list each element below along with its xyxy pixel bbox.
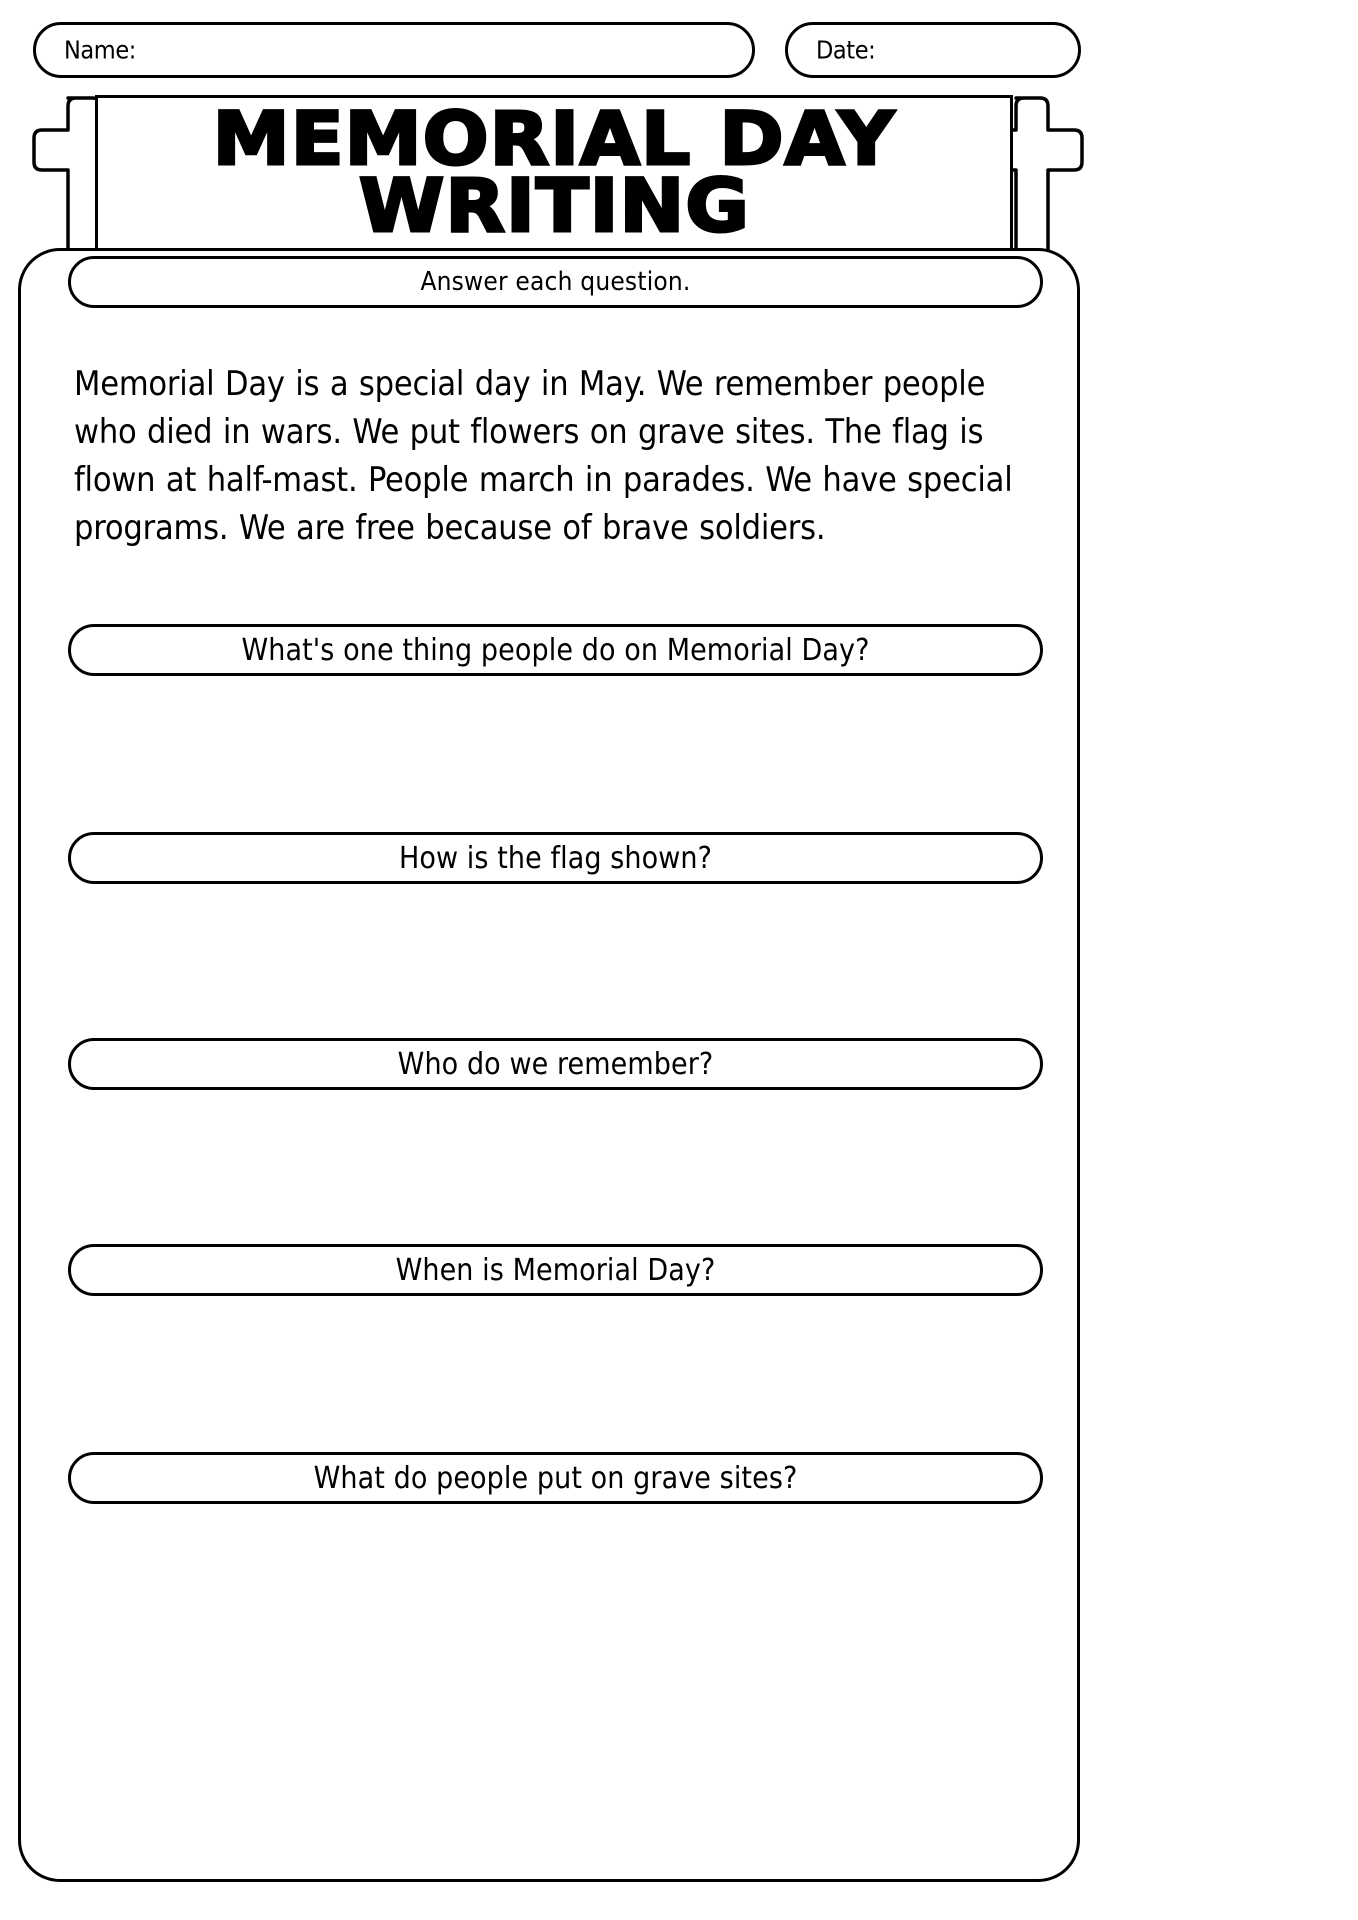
question-text: What's one thing people do on Memorial Day? bbox=[241, 632, 870, 668]
reading-passage: Memorial Day is a special day in May. We remember people who died in wars. We put flowers on grave sites. The flag is flown at half-mast. People march in parades. We have special programs. We are free because of brave soldiers. bbox=[74, 364, 1013, 548]
page-title-line-1: MEMORIAL DAY bbox=[212, 96, 896, 182]
question-banner bbox=[68, 832, 1043, 884]
date-input[interactable] bbox=[785, 22, 1081, 78]
date-label: Date: bbox=[816, 35, 876, 65]
question-banner bbox=[68, 1244, 1043, 1296]
question-text: What do people put on grave sites? bbox=[313, 1460, 798, 1496]
instruction-text: Answer each question. bbox=[420, 267, 691, 297]
question-banner bbox=[68, 1452, 1043, 1504]
name-label: Name: bbox=[64, 35, 136, 65]
instruction-banner bbox=[68, 256, 1043, 308]
question-text: When is Memorial Day? bbox=[395, 1252, 716, 1288]
question-text: How is the flag shown? bbox=[398, 840, 713, 876]
question-text: Who do we remember? bbox=[397, 1046, 714, 1082]
worksheet-title-plate bbox=[95, 95, 1013, 251]
page-title-line-2: WRITING bbox=[358, 164, 750, 249]
question-banner bbox=[68, 624, 1043, 676]
name-input[interactable] bbox=[33, 22, 755, 78]
question-banner bbox=[68, 1038, 1043, 1090]
